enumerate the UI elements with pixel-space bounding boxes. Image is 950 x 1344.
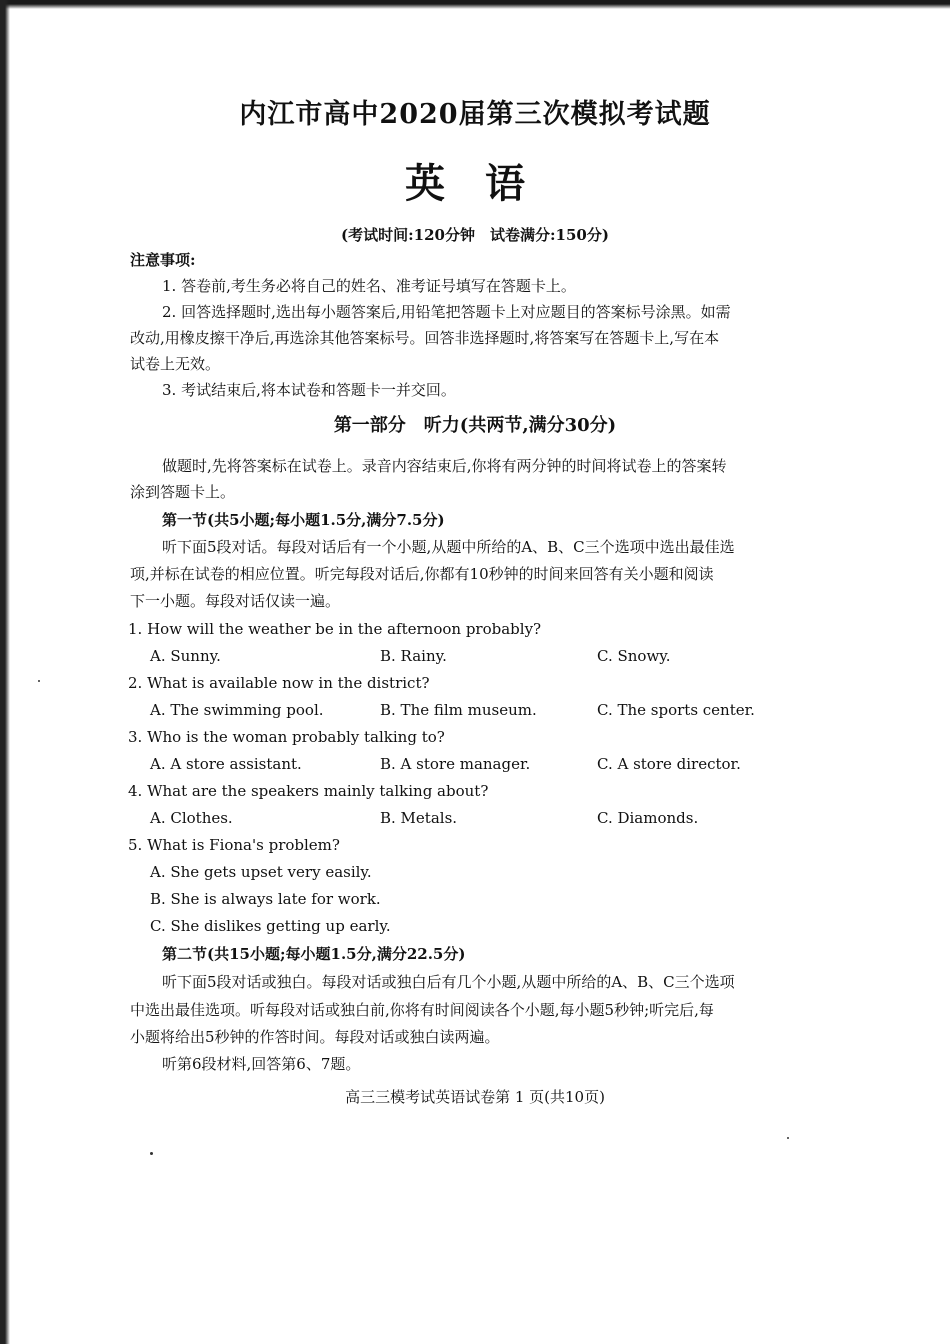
- question-2-stem: 2. What is available now in the district?: [128, 674, 430, 692]
- section2-instruction-2: 中选出最佳选项。听每段对话或独白前,你将有时间阅读各个小题,每小题5秒钟;听完后,每: [130, 1001, 714, 1019]
- exam-time-info: (考试时间:120分钟 试卷满分:150分): [341, 226, 609, 244]
- section1-instruction-2: 项,并标在试卷的相应位置。听完每段对话后,你都有10秒钟的时间来回答有关小题和阅读: [130, 565, 714, 583]
- page-footer: 高三三模考试英语试卷第 1 页(共10页): [345, 1088, 605, 1106]
- question-4-option-c: C. Diamonds.: [597, 809, 699, 827]
- notice-item-2-cont-2: 试卷上无效。: [130, 355, 221, 373]
- notice-item-3: 3. 考试结束后,将本试卷和答题卡一并交回。: [162, 381, 456, 399]
- question-5-option-a: A. She gets upset very easily.: [150, 863, 372, 881]
- section1-instruction-1: 听下面5段对话。每段对话后有一个小题,从题中所给的A、B、C三个选项中选出最佳选: [162, 538, 735, 556]
- section2-instruction-1: 听下面5段对话或独白。每段对话或独白后有几个小题,从题中所给的A、B、C三个选项: [162, 973, 735, 991]
- section2-title: 第二节(共15小题;每小题1.5分,满分22.5分): [162, 945, 466, 963]
- question-3-option-b: B. A store manager.: [380, 755, 531, 773]
- question-3-option-c: C. A store director.: [597, 755, 741, 773]
- part1-instruction-1: 做题时,先将答案标在试卷上。录音内容结束后,你将有两分钟的时间将试卷上的答案转: [162, 457, 727, 475]
- part1-title: 第一部分 听力(共两节,满分30分): [333, 415, 617, 436]
- question-3-option-a: A. A store assistant.: [150, 755, 302, 773]
- question-1-option-c: C. Snowy.: [597, 647, 671, 665]
- question-5-option-c: C. She dislikes getting up early.: [150, 917, 391, 935]
- question-2-option-c: C. The sports center.: [597, 701, 755, 719]
- scan-speck: [38, 680, 40, 682]
- scan-speck: [150, 1152, 153, 1155]
- question-1-option-b: B. Rainy.: [380, 647, 447, 665]
- exam-subject: 英语: [405, 160, 565, 207]
- notice-item-2-cont-1: 改动,用橡皮擦干净后,再选涂其他答案标号。回答非选择题时,将答案写在答题卡上,写在本: [130, 329, 720, 347]
- question-2-option-b: B. The film museum.: [380, 701, 537, 719]
- section2-instruction-3: 小题将给出5秒钟的作答时间。每段对话或独白读两遍。: [130, 1028, 500, 1046]
- question-5-option-b: B. She is always late for work.: [150, 890, 381, 908]
- section1-title: 第一节(共5小题;每小题1.5分,满分7.5分): [162, 511, 445, 529]
- question-4-option-a: A. Clothes.: [150, 809, 233, 827]
- section2-listen-note: 听第6段材料,回答第6、7题。: [162, 1055, 361, 1073]
- part1-instruction-2: 涂到答题卡上。: [130, 483, 236, 501]
- question-5-stem: 5. What is Fiona's problem?: [128, 836, 340, 854]
- question-1-stem: 1. How will the weather be in the afternoon probably?: [128, 620, 542, 638]
- notice-heading: 注意事项:: [130, 251, 196, 269]
- question-3-stem: 3. Who is the woman probably talking to?: [128, 728, 445, 746]
- notice-item-1: 1. 答卷前,考生务必将自己的姓名、准考证号填写在答题卡上。: [162, 277, 576, 295]
- question-4-option-b: B. Metals.: [380, 809, 458, 827]
- question-1-option-a: A. Sunny.: [150, 647, 221, 665]
- question-4-stem: 4. What are the speakers mainly talking about?: [128, 782, 489, 800]
- question-2-option-a: A. The swimming pool.: [150, 701, 324, 719]
- notice-item-2: 2. 回答选择题时,选出每小题答案后,用铅笔把答题卡上对应题目的答案标号涂黑。如需: [162, 303, 731, 321]
- exam-title: 内江市高中2020届第三次模拟考试题: [239, 99, 711, 130]
- section1-instruction-3: 下一小题。每段对话仅读一遍。: [130, 592, 341, 610]
- scan-speck: [787, 1137, 789, 1139]
